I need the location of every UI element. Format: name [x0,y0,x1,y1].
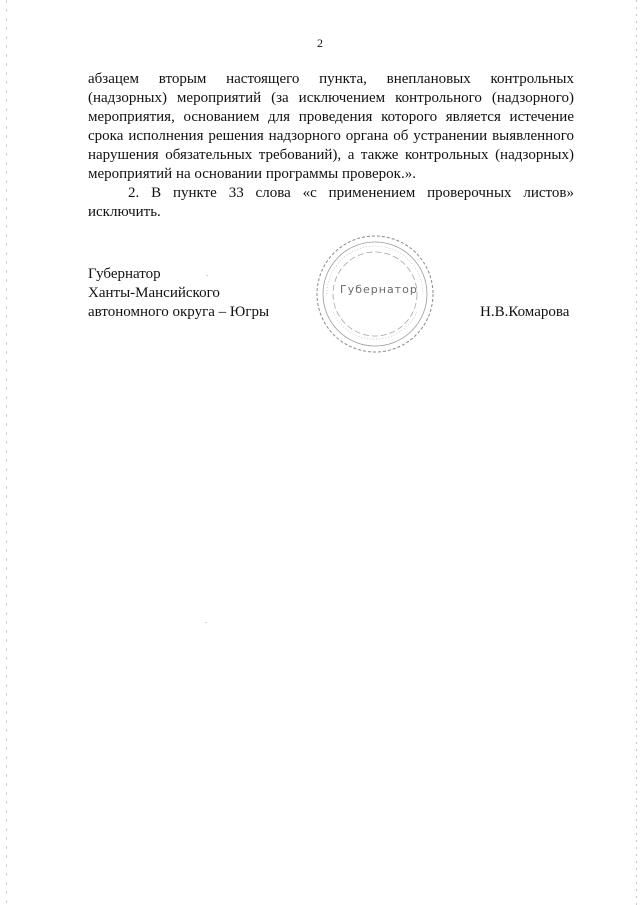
seal-inscription: Губернатор [340,283,418,296]
paragraph-continuation: абзацем вторым настоящего пункта, внеплановых контрольных (надзорных) мероприятий (за исключением контрольного (надзорного) мероприятия, основанием для проведения которого является истечение срока исполнения решения надзорного органа об устранении выявленного нарушения обязательных требований), а также контрольных (надзорных) мероприятий на основании программы проверок.». [88,71,574,182]
document-body [88,70,574,222]
scan-edge-left [6,0,7,905]
signatory-title [88,265,269,322]
signatory-title-line: Ханты-Мансийского [88,285,220,301]
signatory-title-line: Губернатор [88,266,161,282]
page-number: 2 [317,36,323,50]
paragraph-item-2: 2. В пункте 33 слова «с применением проверочных листов» исключить. [88,185,574,220]
scan-speck [205,622,207,623]
signatory-name: Н.В.Комарова [480,304,570,320]
signatory-title-line: автономного округа – Югры [88,304,270,320]
scan-speck [206,275,208,276]
scan-edge-right [636,0,637,905]
